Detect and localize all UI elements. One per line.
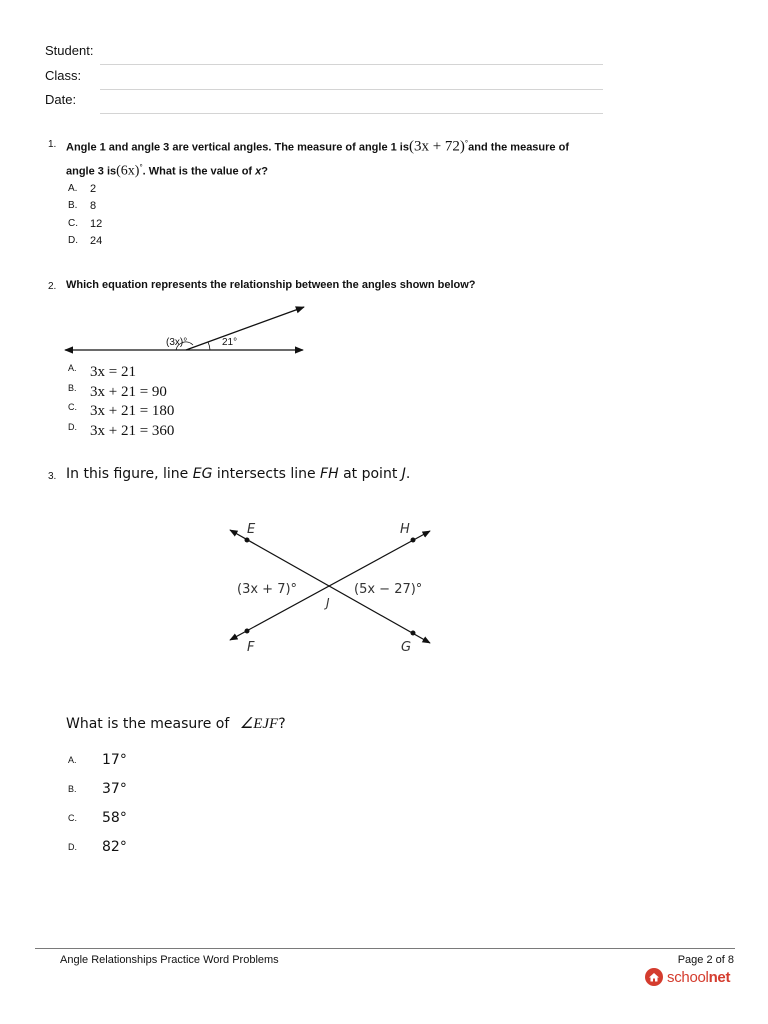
q1-deg1: ° bbox=[464, 139, 469, 148]
question-3-number: 3. bbox=[48, 471, 57, 482]
option-value: 58° bbox=[102, 810, 127, 826]
logo-text-school: school bbox=[667, 968, 709, 986]
footer-divider bbox=[35, 948, 735, 949]
class-field[interactable] bbox=[100, 89, 603, 90]
date-label: Date: bbox=[45, 92, 77, 107]
option-value: 3x = 21 bbox=[90, 364, 136, 380]
date-field[interactable] bbox=[100, 113, 603, 114]
option-letter: C. bbox=[68, 218, 78, 229]
q2-angle-figure bbox=[60, 300, 310, 360]
q3-point-f-dot bbox=[245, 629, 250, 634]
option-value: 17° bbox=[102, 752, 127, 768]
q3-point-g-dot bbox=[411, 631, 416, 636]
option-letter: A. bbox=[68, 183, 78, 194]
q2-label-21: 21° bbox=[222, 337, 238, 348]
question-3-text bbox=[66, 466, 410, 482]
q3-question-end: ? bbox=[278, 716, 286, 732]
q1-var: x bbox=[255, 165, 262, 178]
option-letter: A. bbox=[68, 363, 77, 373]
q3-sub-question bbox=[66, 714, 286, 733]
option-value: 24 bbox=[90, 235, 103, 247]
page-number: Page 2 of 8 bbox=[677, 954, 734, 966]
q3-line-eg: EG bbox=[192, 466, 213, 482]
q1-text-c: angle 3 is bbox=[66, 165, 117, 178]
option-value: 3x + 21 = 180 bbox=[90, 403, 175, 419]
option-letter: D. bbox=[68, 842, 77, 852]
q3-angle-left: (3x + 7)° bbox=[237, 582, 298, 597]
q2-arc-right bbox=[208, 342, 210, 350]
q3-question-text: What is the measure of bbox=[66, 716, 230, 732]
q3-label-j: J bbox=[326, 596, 330, 610]
q3-point-h-dot bbox=[411, 538, 416, 543]
q3-text-d: . bbox=[405, 466, 411, 482]
option-value: 12 bbox=[90, 218, 103, 230]
option-letter: B. bbox=[68, 200, 78, 211]
question-2-text: Which equation represents the relationship between the angles shown below? bbox=[66, 279, 476, 291]
logo-text bbox=[667, 969, 730, 986]
house-icon bbox=[645, 968, 663, 986]
q2-ray bbox=[186, 307, 304, 350]
q1-text-a: Angle 1 and angle 3 are vertical angles. The measure of angle 1 is bbox=[66, 141, 409, 154]
q3-label-f: F bbox=[247, 640, 255, 655]
q3-point-j: J bbox=[401, 466, 406, 482]
q3-label-g: G bbox=[401, 640, 412, 655]
option-letter: B. bbox=[68, 784, 77, 794]
q3-text-c: at point bbox=[338, 466, 402, 482]
q3-label-h: H bbox=[400, 522, 410, 537]
q3-point-e-dot bbox=[245, 538, 250, 543]
q3-angle-right: (5x − 27)° bbox=[354, 582, 423, 597]
q2-label-3x: (3x)° bbox=[166, 337, 188, 348]
logo-text-net: net bbox=[708, 968, 731, 986]
option-letter: C. bbox=[68, 402, 77, 412]
question-1-text bbox=[66, 134, 626, 181]
option-value: 82° bbox=[102, 839, 127, 855]
q1-expr-angle3: (6x) bbox=[116, 163, 140, 179]
q3-intersecting-lines-figure bbox=[220, 515, 445, 660]
q1-deg2: ° bbox=[139, 162, 143, 172]
option-letter: D. bbox=[68, 422, 77, 432]
option-value: 2 bbox=[90, 183, 97, 195]
student-field[interactable] bbox=[100, 64, 603, 65]
question-1-number: 1. bbox=[48, 139, 57, 150]
student-label: Student: bbox=[45, 43, 94, 58]
q3-text-b: intersects line bbox=[212, 466, 321, 482]
schoolnet-logo bbox=[645, 967, 730, 987]
q3-angle-expr: ∠EJF bbox=[239, 716, 279, 732]
q3-label-e: E bbox=[247, 522, 256, 537]
q1-expr-angle1: (3x + 72) bbox=[408, 138, 465, 155]
option-value: 3x + 21 = 360 bbox=[90, 423, 175, 439]
footer-title: Angle Relationships Practice Word Problems bbox=[60, 954, 279, 966]
question-2-number: 2. bbox=[48, 281, 57, 292]
q1-text-e: ? bbox=[261, 165, 268, 178]
q1-text-d: . What is the value of bbox=[142, 165, 256, 178]
option-letter: B. bbox=[68, 383, 77, 393]
q3-text-a: In this figure, line bbox=[66, 466, 193, 482]
option-letter: A. bbox=[68, 755, 77, 765]
class-label: Class: bbox=[45, 68, 82, 83]
option-value: 8 bbox=[90, 200, 97, 212]
option-value: 3x + 21 = 90 bbox=[90, 384, 167, 400]
option-letter: D. bbox=[68, 235, 78, 246]
q1-text-b: and the measure of bbox=[468, 141, 569, 154]
option-value: 37° bbox=[102, 781, 127, 797]
q3-line-fh: FH bbox=[320, 466, 339, 482]
option-letter: C. bbox=[68, 813, 77, 823]
